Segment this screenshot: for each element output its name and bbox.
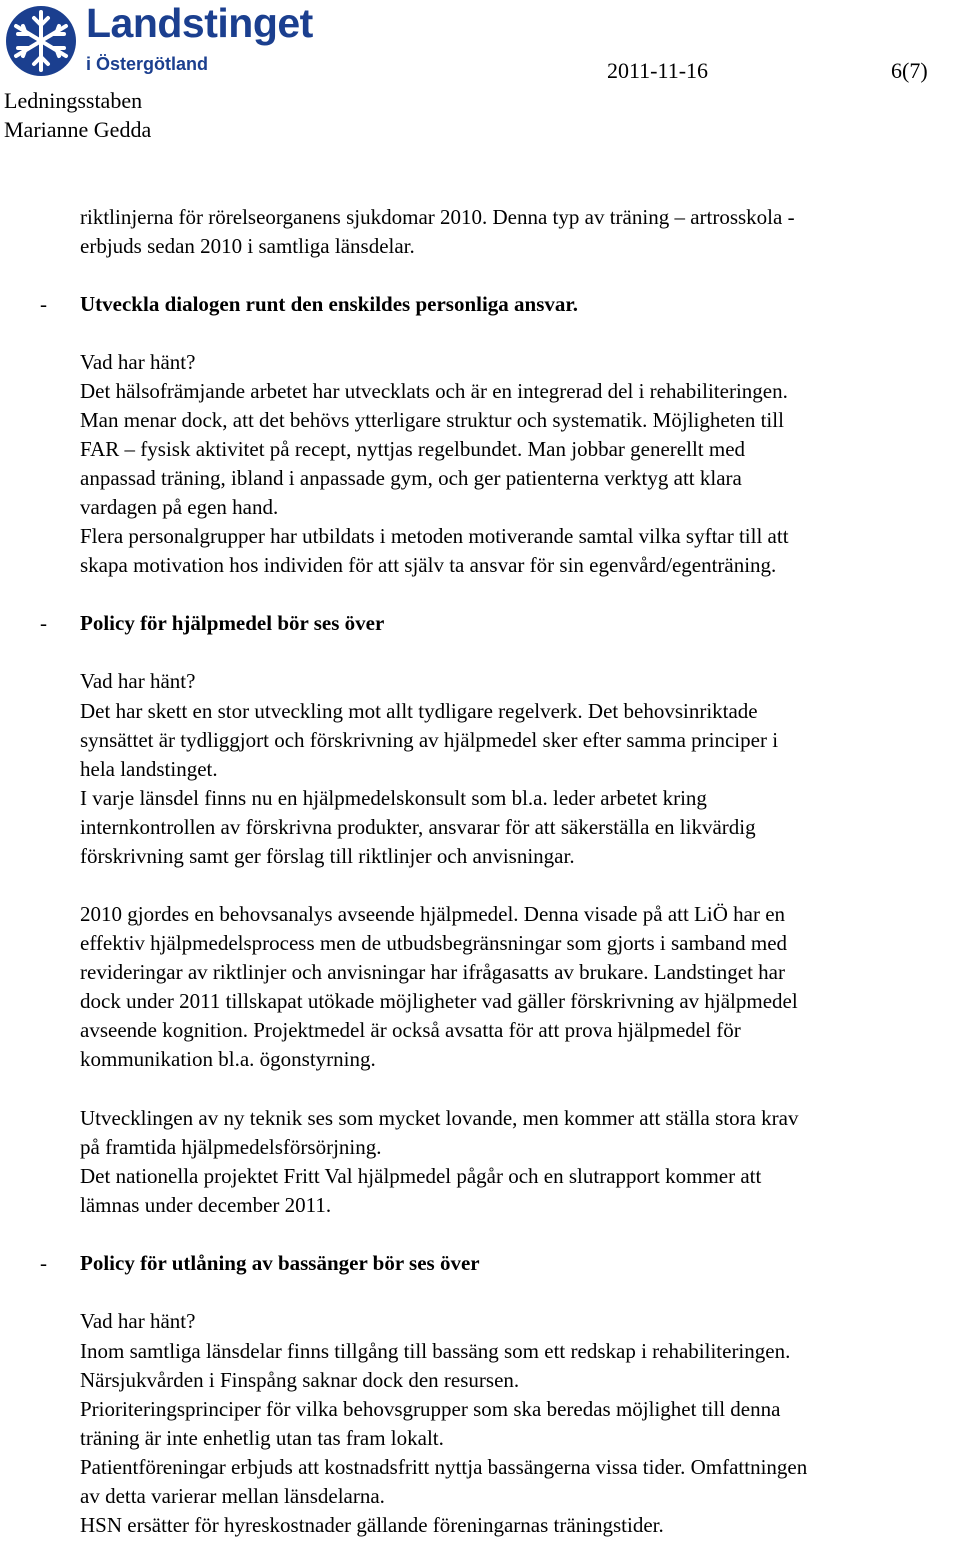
body-line: riktlinjerna för rörelseorganens sjukdomar 2010. Denna typ av träning – artrosskola - xyxy=(80,205,795,229)
landstinget-logo xyxy=(4,0,324,78)
document-date: 2011-11-16 xyxy=(607,58,709,83)
body-line: synsättet är tydliggjort och förskrivning av hjälpmedel sker efter samma principer i xyxy=(80,728,779,752)
body-line: hela landstinget. xyxy=(80,757,218,781)
body-line: revideringar av riktlinjer och anvisningar har ifrågasatts av brukare. Landstinget har xyxy=(80,960,785,984)
body-line: 2010 gjordes en behovsanalys avseende hjälpmedel. Denna visade på att LiÖ har en xyxy=(80,902,786,926)
list-dash: - xyxy=(40,1251,47,1275)
department-name: Ledningsstaben xyxy=(4,88,143,113)
section-heading: Policy för hjälpmedel bör ses över xyxy=(80,611,385,635)
body-line: Det nationella projektet Fritt Val hjälpmedel pågår och en slutrapport kommer att xyxy=(80,1164,762,1188)
subheading: Vad har hänt? xyxy=(80,669,196,693)
body-line: Inom samtliga länsdelar finns tillgång till bassäng som ett redskap i rehabiliteringen. xyxy=(80,1339,791,1363)
body-line: skapa motivation hos individen för att själv ta ansvar för sin egenvård/egenträning. xyxy=(80,553,777,577)
body-line: Det hälsofrämjande arbetet har utvecklats och är en integrerad del i rehabiliteringen. xyxy=(80,379,788,403)
section-heading: Policy för utlåning av bassänger bör ses över xyxy=(80,1251,480,1275)
body-line: Man menar dock, att det behövs ytterligare struktur och systematik. Möjligheten till xyxy=(80,408,784,432)
body-line: HSN ersätter för hyreskostnader gällande föreningarnas träningstider. xyxy=(80,1513,664,1537)
body-line: avseende kognition. Projektmedel är också avsatta för att prova hjälpmedel för xyxy=(80,1018,741,1042)
body-line: vardagen på egen hand. xyxy=(80,495,279,519)
section-heading: Utveckla dialogen runt den enskildes personliga ansvar. xyxy=(80,292,579,316)
body-line: Utvecklingen av ny teknik ses som mycket lovande, men kommer att ställa stora krav xyxy=(80,1106,799,1130)
body-line: Det har skett en stor utveckling mot allt tydligare regelverk. Det behovsinriktade xyxy=(80,699,758,723)
body-line: Patientföreningar erbjuds att kostnadsfritt nyttja bassängerna vissa tider. Omfattningen xyxy=(80,1455,808,1479)
list-dash: - xyxy=(40,292,47,316)
body-line: dock under 2011 tillskapat utökade möjligheter vad gäller förskrivning av hjälpmedel xyxy=(80,989,798,1013)
logo-name: Landstinget xyxy=(86,0,313,46)
body-line: kommunikation bl.a. ögonstyrning. xyxy=(80,1047,376,1071)
body-line: träning är inte enhetlig utan tas fram lokalt. xyxy=(80,1426,444,1450)
body-line: erbjuds sedan 2010 i samtliga länsdelar. xyxy=(80,234,415,258)
body-line: av detta varierar mellan länsdelarna. xyxy=(80,1484,385,1508)
body-line: anpassad träning, ibland i anpassade gym, och ger patienterna verktyg att klara xyxy=(80,466,742,490)
body-line: Flera personalgrupper har utbildats i metoden motiverande samtal vilka syftar till att xyxy=(80,524,789,548)
snowflake-crest-icon xyxy=(4,4,78,78)
body-line: Prioriteringsprinciper för vilka behovsgrupper som ska beredas möjlighet till denna xyxy=(80,1397,781,1421)
body-line: internkontrollen av förskrivna produkter, ansvarar för att säkerställa en likvärdig xyxy=(80,815,756,839)
body-line: lämnas under december 2011. xyxy=(80,1193,332,1217)
subheading: Vad har hänt? xyxy=(80,1309,196,1333)
body-line: förskrivning samt ger förslag till riktlinjer och anvisningar. xyxy=(80,844,575,868)
body-line: på framtida hjälpmedelsförsörjning. xyxy=(80,1135,382,1159)
body-line: I varje länsdel finns nu en hjälpmedelskonsult som bl.a. leder arbetet kring xyxy=(80,786,707,810)
list-dash: - xyxy=(40,611,47,635)
page-number: 6(7) xyxy=(891,58,928,83)
subheading: Vad har hänt? xyxy=(80,350,196,374)
logo-region: i Östergötland xyxy=(86,54,209,74)
author-name: Marianne Gedda xyxy=(4,117,152,142)
body-line: FAR – fysisk aktivitet på recept, nyttjas regelbundet. Man jobbar generellt med xyxy=(80,437,746,461)
body-line: effektiv hjälpmedelsprocess men de utbudsbegränsningar som gjorts i samband med xyxy=(80,931,788,955)
body-line: Närsjukvården i Finspång saknar dock den resursen. xyxy=(80,1368,520,1392)
